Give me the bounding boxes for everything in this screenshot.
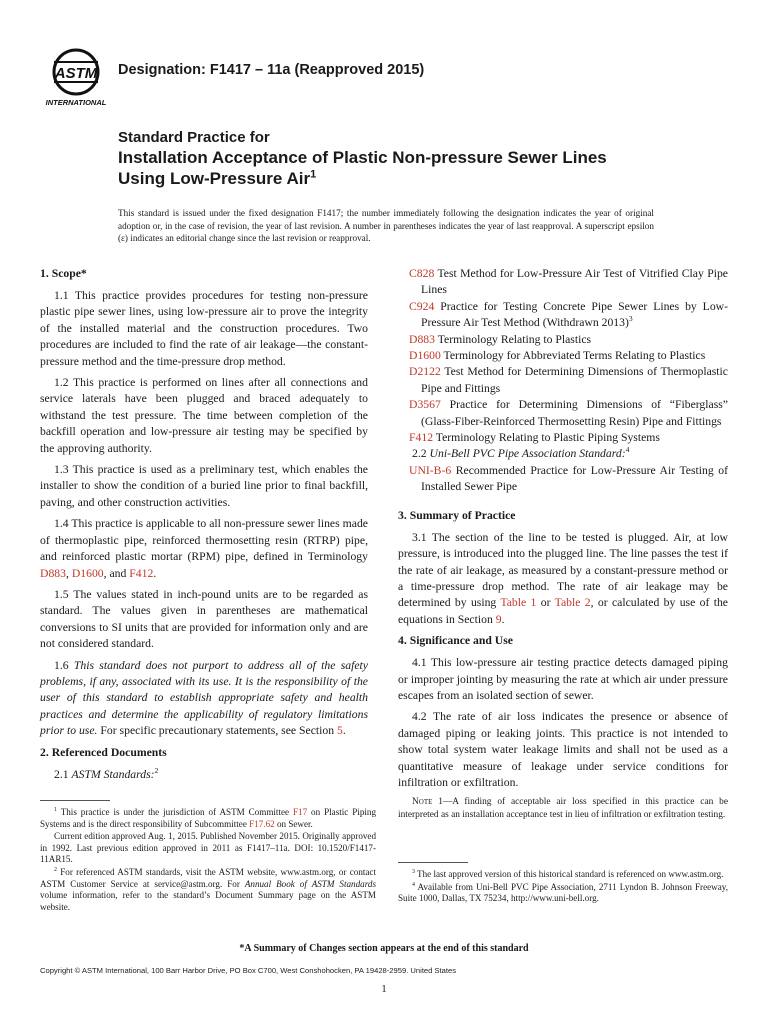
link-d1600[interactable]: D1600 (409, 349, 441, 363)
logo-letters: ASTM (54, 65, 98, 82)
link-d1600[interactable]: D1600 (71, 566, 104, 580)
para-1-6 (40, 658, 368, 740)
fn3-text: The last approved version of this historical standard is referenced on www.astm.org. (414, 869, 724, 879)
footnote-mark-2: 2 (54, 866, 57, 873)
title-line-3-text: Using Low-Pressure Air (118, 169, 311, 188)
astm-logo-icon (40, 48, 112, 108)
period: . (501, 612, 505, 626)
link-d3567[interactable]: D3567 (409, 398, 441, 412)
para-4-1: 4.1 This low-pressure air testing practice detects damaged piping or improper jointing by measuring the rate at which air under pressure escapes from an isolated section of sewer. (398, 656, 728, 702)
link-d2122[interactable]: D2122 (409, 365, 441, 379)
para-1-6-italic: This standard does not purport to address all of the safety problems, if any, associated with its use. It is the responsibility of the user of this standard to establish appropriate safety and health practices and determine the applicability of regulatory limitations prior to use. (40, 658, 368, 738)
sep: or (536, 596, 555, 610)
footnote-3 (398, 869, 728, 881)
footnote-ref-4[interactable]: 4 (625, 445, 630, 455)
link-c828[interactable]: C828 (409, 267, 435, 280)
page-number: 1 (381, 983, 387, 995)
footnote-mark-4: 4 (412, 881, 415, 888)
para-3-1 (398, 530, 728, 628)
period: . (342, 724, 346, 738)
footnote-1 (40, 807, 376, 830)
link-section-5[interactable]: 5 (336, 724, 343, 738)
title-line-1: Standard Practice for (118, 129, 270, 146)
para-1-1: 1.1 This practice provides procedures for testing non-pressure plastic pipe sewer lines, using low-pressure air to prove the integrity of the installed material and the construction procedures. Two procedures are included to find the rate of air leakage—the constant-pressure method and the time-pressure drop method. (40, 289, 368, 368)
para-2-1 (40, 767, 368, 783)
ref-title: Recommended Practice for Low-Pressure Air Testing of Installed Sewer Pipe (421, 463, 728, 494)
para-2-1-italic: ASTM Standards: (71, 767, 155, 781)
ref-c828 (398, 266, 728, 299)
footnote-1-edition: Current edition approved Aug. 1, 2015. Published November 2015. Originally approved in 1992. Last previous edition approved in 2011 as F1417–11a. DOI: 10.1520/F1417-11AR15. (40, 831, 376, 865)
note-label: Note 1 (412, 797, 443, 808)
fn2-text-a: For referenced ASTM standards, visit the ASTM website, www.astm.org, or contact ASTM Customer Service at service@astm.org. For (40, 866, 376, 889)
link-d883[interactable]: D883 (40, 566, 66, 580)
fn2-italic: Annual Book of ASTM Standards (244, 878, 376, 889)
link-table-1[interactable]: Table 1 (500, 596, 537, 610)
section-4-heading: 4. Significance and Use (398, 634, 513, 648)
link-table-2[interactable]: Table 2 (554, 596, 591, 610)
footnote-ref-2[interactable]: 2 (154, 765, 159, 775)
footnote-mark-3: 3 (412, 868, 415, 875)
ref-withdrawn: (Withdrawn 2013) (539, 316, 629, 330)
para-1-4 (40, 516, 368, 582)
note-text: —A finding of acceptable air loss specified in this practice can be interpreted as an installation acceptance test in lieu of infiltration or exfiltration testing. (398, 797, 728, 820)
astm-logo (40, 48, 112, 108)
ref-title: Test Method for Low-Pressure Air Test of Vitrified Clay Pipe Lines (421, 267, 728, 297)
section-2-heading: 2. Referenced Documents (40, 745, 167, 759)
link-uni-b-6[interactable]: UNI-B-6 (409, 463, 452, 477)
ref-d2122 (398, 364, 728, 397)
preamble: This standard is issued under the fixed designation F1417; the number immediately following the designation indicates the year of original adoption or, in the case of revision, the year of last revision. A number in parentheses indicates the year of last reapproval. A superscript epsilon (ε) indicates an editorial change since the last revision or reapproval. (118, 208, 654, 244)
copyright: Copyright © ASTM International, 100 Barr Harbor Drive, PO Box C700, West Conshohocken, PA 19428-2959. United States (40, 966, 457, 975)
fn1-text-c: on Sewer. (274, 818, 313, 829)
ref-d883 (398, 332, 728, 348)
ref-c924 (398, 299, 728, 332)
para-1-4-text: 1.4 This practice is applicable to all non-pressure sewer lines made of thermoplastic pipe, reinforced thermosetting resin (RTRP) pipe, and reinforced plastic mortar (RPM) pipe, defined in Terminology (40, 517, 368, 564)
section-1-heading: 1. Scope* (40, 267, 87, 280)
period: . (153, 566, 157, 580)
ref-d3567 (398, 397, 728, 430)
link-f412[interactable]: F412 (409, 431, 434, 445)
ref-d1600 (398, 348, 728, 364)
ref-title: Practice for Determining Dimensions of “Fiberglass” (Glass-Fiber-Reinforced Thermosetting Resin) Pipe and Fittings (421, 398, 728, 428)
sep: , (65, 566, 72, 580)
sep: , and (103, 566, 130, 580)
link-f17[interactable]: F17 (292, 807, 308, 817)
footnote-rule (40, 800, 110, 801)
right-column (398, 266, 728, 827)
footnote-2 (40, 867, 376, 913)
para-1-5: 1.5 The values stated in inch-pound units are to be regarded as standard. The values given in parentheses are mathematical conversions to SI units that are provided for information only and are not considered standard. (40, 587, 368, 651)
para-1-6-num: 1.6 (54, 658, 74, 672)
para-3-1-text: 3.1 The section of the line to be tested is plugged. Air, at low pressure, is introduced into the plugged line. The line passes the test if the rate of air leakage, as measured by a constant-pressure method or a time-pressure drop method. The rate of air leakage may be determined by using (398, 530, 728, 610)
title-block (118, 128, 718, 189)
para-2-2 (398, 446, 728, 462)
footnotes-left (40, 800, 376, 914)
link-d883[interactable]: D883 (409, 332, 435, 346)
section-3-heading: 3. Summary of Practice (398, 508, 516, 522)
ref-title: Practice for Testing Concrete Pipe Sewer Lines by Low-Pressure Air Test Method (421, 299, 728, 330)
para-1-2: 1.2 This practice is performed on lines after all connections and service laterals have been plugged and braced adequately to withstand the test pressure. The time between completion of the backfill operation and low-pressure air testing may be specified by the approving authority. (40, 376, 368, 455)
ref-title: Terminology Relating to Plastic Piping Systems (433, 431, 660, 445)
fn4-text: Available from Uni-Bell PVC Pipe Association, 2711 Lyndon B. Johnson Freeway, Suite 1000, Dallas, TX 75234, http://www.uni-bell.org. (398, 881, 728, 904)
link-f412[interactable]: F412 (129, 566, 154, 580)
fn2-text-b: volume information, refer to the standard’s Document Summary page on the ASTM website. (40, 890, 376, 912)
ref-title: Terminology Relating to Plastics (434, 332, 592, 346)
fn1-text-b: on Plastic Piping Systems and is the direct responsibility of Subcommittee (40, 807, 376, 829)
title-footnote-ref[interactable]: 1 (310, 168, 317, 181)
note-1 (398, 796, 728, 821)
left-column (40, 266, 368, 788)
summary-of-changes-note: *A Summary of Changes section appears at the end of this standard (239, 943, 529, 954)
footnote-rule (398, 862, 468, 863)
footnotes-right (398, 862, 728, 906)
para-2-2-italic: Uni-Bell PVC Pipe Association Standard: (429, 447, 626, 461)
para-1-6-tail: For specific precautionary statements, see Section (97, 724, 337, 738)
link-c924[interactable]: C924 (409, 299, 435, 313)
designation: Designation: F1417 – 11a (Reapproved 2015) (118, 62, 425, 78)
para-4-2: 4.2 The rate of air loss indicates the presence or absence of damaged piping or leaking joints. This practice is not intended to show total system water leakage limits and shall not be used as a quantitative measure of leakage under service conditions for infiltration or exfiltration. (398, 710, 728, 789)
title-line-2: Installation Acceptance of Plastic Non-pressure Sewer Lines (118, 148, 607, 167)
ref-title: Test Method for Determining Dimensions of Thermoplastic Pipe and Fittings (421, 365, 728, 395)
footnote-ref-3[interactable]: 3 (628, 314, 633, 324)
footnote-mark-1: 1 (54, 806, 57, 813)
para-2-1-num: 2.1 (54, 767, 72, 781)
link-f17-62[interactable]: F17.62 (249, 818, 275, 829)
fn1-text-a: This practice is under the jurisdiction of ASTM Committee (56, 807, 293, 817)
para-1-3: 1.3 This practice is used as a preliminary test, which enables the installer to show the condition of a buried line prior to final backfill, paving, and other construction activities. (40, 463, 368, 509)
ref-uni-b-6 (398, 463, 728, 496)
sep: , or calculated by use of the equations in Section (398, 596, 728, 626)
para-2-2-num: 2.2 (412, 447, 430, 461)
link-section-9[interactable]: 9 (495, 612, 502, 626)
ref-title: Terminology for Abbreviated Terms Relating to Plastics (440, 349, 706, 363)
footnote-4 (398, 882, 728, 905)
ref-f412 (398, 430, 728, 446)
title-line-3 (118, 168, 718, 189)
logo-caption: INTERNATIONAL (45, 98, 107, 107)
